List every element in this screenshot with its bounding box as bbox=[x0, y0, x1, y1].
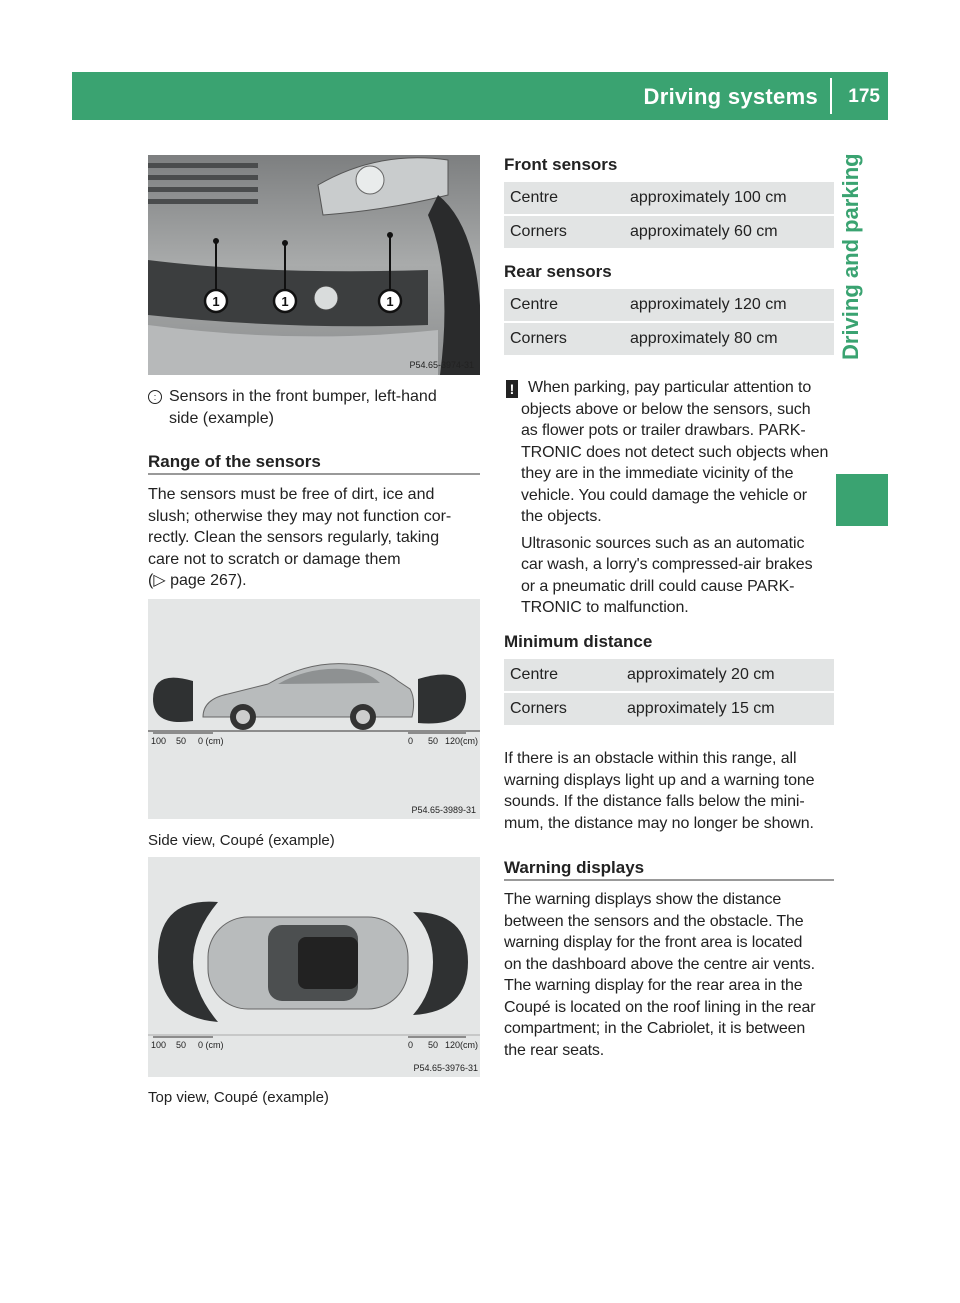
svg-text:50: 50 bbox=[176, 1040, 187, 1050]
rear-sensors-heading: Rear sensors bbox=[504, 262, 612, 281]
warning-note: When parking, pay particular attention to objects above or below the sensors, such as flower pots or trailer drawbars. PARK- TRONIC does not detect such objects when they are in the immediate vicinity of the vehicle. You could damage the vehicle or the objects. Ultrasonic sources such as an automatic car wash, a lorry's compressed-air brakes or a pneumatic drill could cause PARK- TRONIC to malfunction. bbox=[521, 379, 829, 616]
minimum-distance-table bbox=[504, 659, 834, 727]
side-view-illustration bbox=[148, 599, 480, 819]
sensor-marker-1: 1 bbox=[212, 294, 220, 309]
svg-text:50: 50 bbox=[428, 736, 439, 746]
svg-text:100: 100 bbox=[151, 736, 167, 746]
svg-text:50: 50 bbox=[428, 1040, 439, 1050]
top-view-figure bbox=[148, 857, 480, 1077]
chapter-marker bbox=[836, 474, 888, 526]
svg-text:120(cm): 120(cm) bbox=[445, 736, 479, 746]
header-divider bbox=[830, 78, 832, 114]
section-heading: Range of the sensors bbox=[148, 452, 321, 471]
section-title: Driving systems bbox=[643, 84, 818, 109]
sensor-marker-2: 1 bbox=[281, 294, 289, 309]
figure-caption: Side view, Coupé (example) bbox=[148, 832, 335, 849]
table-row: Centre approximately 120 cm bbox=[504, 289, 834, 321]
front-sensors-table bbox=[504, 182, 834, 250]
range-paragraph: The sensors must be free of dirt, ice and slush; otherwise they may not function cor- rectly. Clean the sensors regularly, taking care not to scratch or damage them (▷ page 267). bbox=[148, 484, 480, 592]
svg-text:0 (cm): 0 (cm) bbox=[198, 736, 224, 746]
warning-displays-paragraph: The warning displays show the distance between the sensors and the obstacle. The warning display for the front area is located on the dashboard above the centre air vents. The warning display for the rear area in the Coupé is located on the roof lining in the rear compartment; in the Cabriolet, it is between the rear seats. bbox=[504, 891, 816, 1059]
svg-text:0: 0 bbox=[408, 736, 414, 746]
svg-text:0 (cm): 0 (cm) bbox=[198, 1040, 224, 1050]
table-row: Centre approximately 100 cm bbox=[504, 182, 834, 214]
table-row: Corners approximately 15 cm bbox=[504, 693, 834, 725]
svg-text:0: 0 bbox=[408, 1040, 414, 1050]
top-view-illustration bbox=[148, 857, 480, 1077]
figure-code: P54.65-3974-31 bbox=[409, 360, 474, 370]
rear-sensors-table bbox=[504, 289, 834, 357]
chapter-tab bbox=[836, 120, 888, 360]
figure-caption: Top view, Coupé (example) bbox=[148, 1089, 329, 1106]
svg-text:50: 50 bbox=[176, 736, 187, 746]
chapter-tab-label: Driving and parking bbox=[838, 153, 863, 360]
obstacle-paragraph: If there is an obstacle within this range, all warning displays light up and a warning tone sounds. If the distance falls below the mini- mum, the distance may no longer be shown. bbox=[504, 750, 815, 832]
heading-rule bbox=[504, 879, 834, 881]
caption-marker: : bbox=[148, 390, 162, 404]
front-bumper-photo bbox=[148, 155, 480, 375]
figure-code: P54.65-3989-31 bbox=[411, 805, 476, 815]
front-sensors-heading: Front sensors bbox=[504, 155, 618, 174]
warning-displays-heading: Warning displays bbox=[504, 858, 645, 877]
svg-text:100: 100 bbox=[151, 1040, 167, 1050]
side-view-figure bbox=[148, 599, 480, 819]
heading-rule bbox=[148, 473, 480, 475]
table-row: Corners approximately 80 cm bbox=[504, 323, 834, 355]
page-header bbox=[72, 72, 888, 120]
warning-icon: ! bbox=[506, 380, 518, 398]
front-bumper-illustration bbox=[148, 155, 480, 375]
minimum-distance-heading: Minimum distance bbox=[504, 632, 653, 651]
figure-code: P54.65-3976-31 bbox=[413, 1063, 478, 1073]
svg-text:120(cm): 120(cm) bbox=[445, 1040, 479, 1050]
table-row: Corners approximately 60 cm bbox=[504, 216, 834, 248]
figure-caption: : Sensors in the front bumper, left-hand side (example) bbox=[148, 386, 480, 429]
page-number: 175 bbox=[848, 86, 880, 107]
table-row: Centre approximately 20 cm bbox=[504, 659, 834, 691]
page-reference[interactable]: (▷ page 267). bbox=[148, 572, 247, 589]
sensor-marker-3: 1 bbox=[386, 294, 394, 309]
